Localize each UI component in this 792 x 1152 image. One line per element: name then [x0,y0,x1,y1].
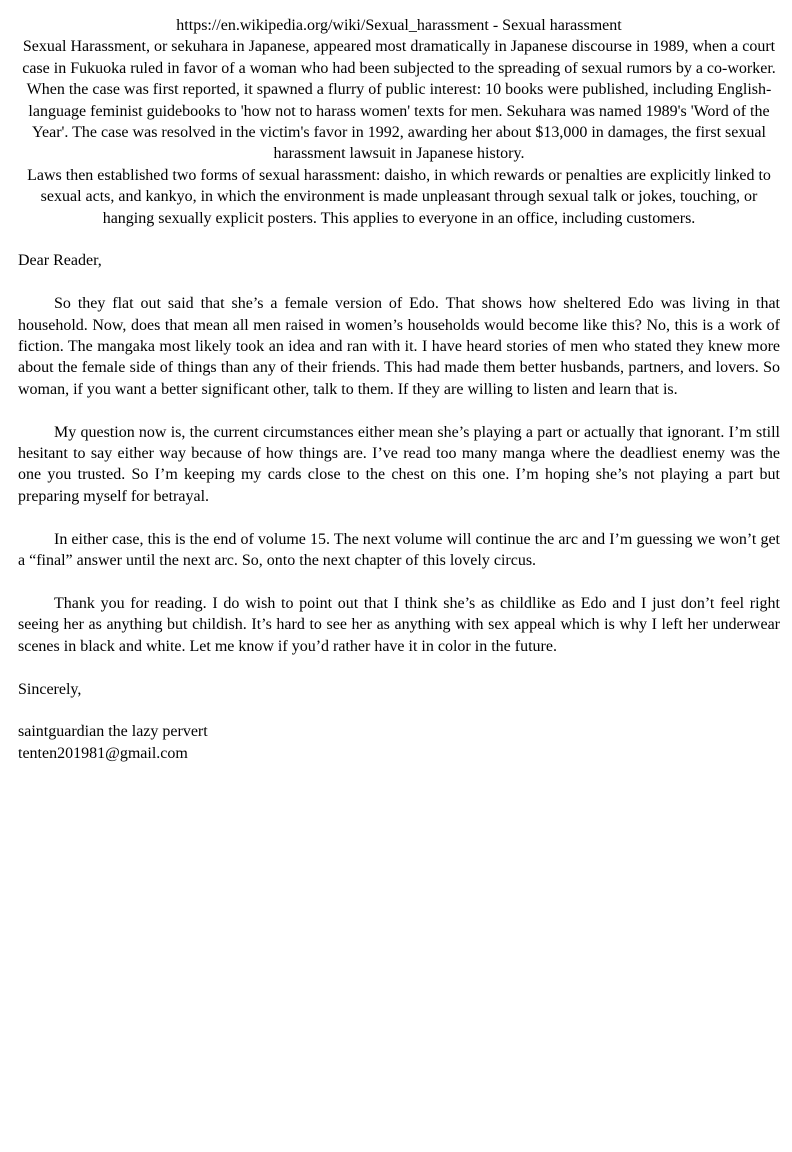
letter-paragraph: In either case, this is the end of volume 15. The next volume will continue the arc and I’m guessing we won’t get a “final” answer until the next arc. So, onto the next chapter of this lovely circus. [18,530,780,570]
letter-paragraph: So they flat out said that she’s a female version of Edo. That shows how sheltered Edo was living in that household. Now, does that mean all men raised in women’s households would become like this? No, this is a work of fiction. The mangaka most likely took an idea and ran with it. I have heard stories of men who stated they knew more about the female side of things than any of their friends. This had made them better husbands, partners, and lovers. So woman, if you want a better significant other, talk to them. If they are willing to listen and learn that is. [18,295,780,398]
header-paragraph-2: Laws then established two forms of sexual harassment: daisho, in which rewards or penalties are explicitly linked to sexual acts, and kankyo, in which the environment is made unpleasant through sexual talk or jokes, touching, or hanging sexually explicit posters. This applies to everyone in an office, including customers. [27,166,771,227]
spacer [18,657,780,678]
signature-email: tenten201981@gmail.com [18,744,188,762]
spacer [18,400,780,421]
header-paragraph-1: Sexual Harassment, or sekuhara in Japanese, appeared most dramatically in Japanese discourse in 1989, when a court case in Fukuoka ruled in favor of a woman who had been subjected to the spreading of sexual rumors by a co-worker. When the case was first reported, it spawned a flurry of public interest: 10 books were published, including English-language feminist guidebooks to 'how not to harass women' texts for men. Sekuhara was named 1989's 'Word of the Year'. The case was resolved in the victim's favor in 1992, awarding her about $13,000 in damages, the first sexual harassment lawsuit in Japanese history. [22,38,776,163]
source-line: https://en.wikipedia.org/wiki/Sexual_harassment - Sexual harassment [176,17,622,34]
spacer [18,700,780,721]
letter-body [18,250,780,764]
letter-paragraph: Thank you for reading. I do wish to point out that I think she’s as childlike as Edo and I just don’t feel right seeing her as anything but childish. It’s hard to see her as anything with sex appeal which is why I left her underwear scenes in black and white. Let me know if you’d rather have it in color in the future. [18,594,780,655]
spacer [18,507,780,528]
closing: Sincerely, [18,680,82,698]
signature-name: saintguardian the lazy pervert [18,723,208,741]
letter-paragraph: My question now is, the current circumstances either mean she’s playing a part or actually that ignorant. I’m still hesitant to say either way because of how things are. I’ve read too many manga where the deadliest enemy was the one you trusted. So I’m keeping my cards close to the chest on this one. I’m hoping she’s not playing a part but preparing myself for betrayal. [18,423,780,505]
salutation: Dear Reader, [18,252,102,270]
spacer [18,229,780,250]
document-page [18,15,780,764]
spacer [18,272,780,293]
spacer [18,572,780,593]
header-block [18,15,780,229]
